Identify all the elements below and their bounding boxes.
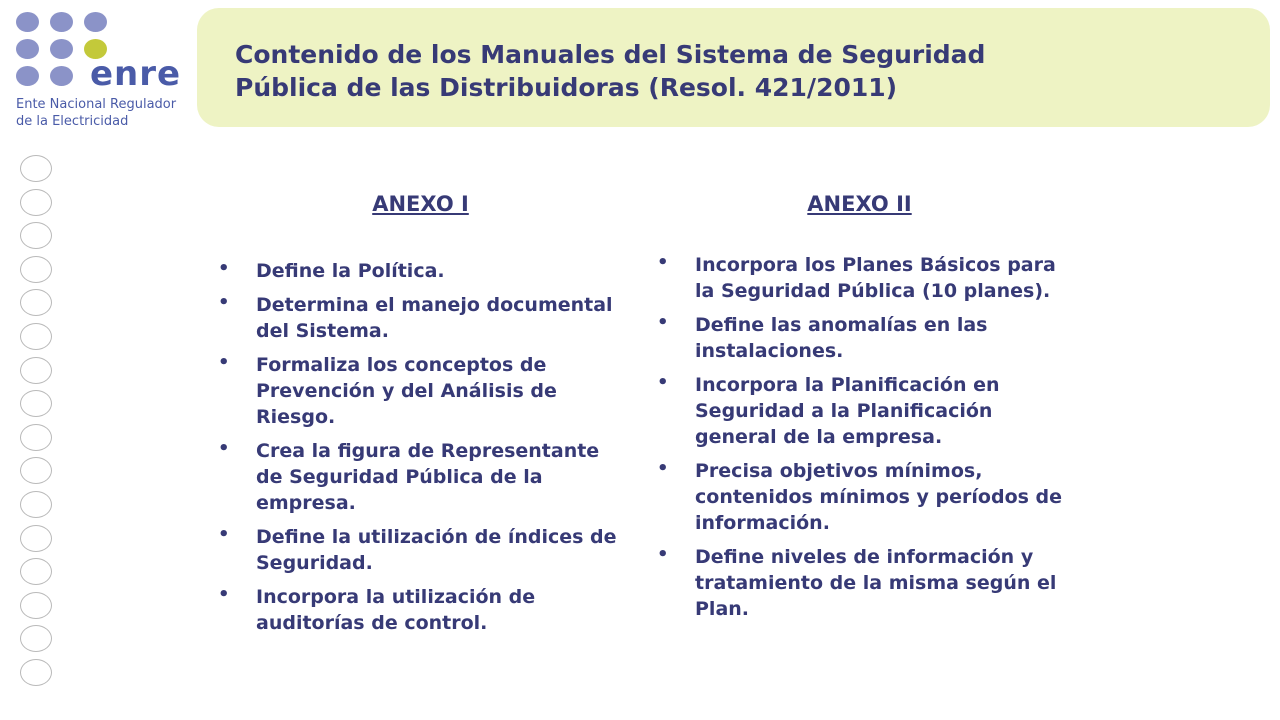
bullet-icon: •: [657, 544, 669, 565]
ring-icon: [20, 189, 52, 216]
list-item: [218, 258, 628, 284]
ring-icon: [20, 155, 52, 182]
list-item-text: Incorpora los Planes Básicos para la Seguridad Pública (10 planes).: [695, 254, 1056, 302]
ring-icon: [20, 625, 52, 652]
bullet-icon: •: [218, 352, 230, 373]
ring-icon: [20, 289, 52, 316]
bullet-icon: •: [218, 524, 230, 545]
bullet-icon: •: [657, 312, 669, 333]
logo-dot: [50, 39, 73, 59]
list-item-text: Define niveles de información y tratamiento de la misma según el Plan.: [695, 546, 1057, 620]
logo-dot: [16, 66, 39, 86]
logo-dot: [50, 66, 73, 86]
page-title: [235, 38, 1235, 104]
ring-icon: [20, 525, 52, 552]
logo-org-line: de la Electricidad: [16, 114, 129, 129]
bullet-icon: •: [657, 372, 669, 393]
list-item-text: Formaliza los conceptos de Prevención y del Análisis de Riesgo.: [256, 354, 557, 428]
ring-icon: [20, 424, 52, 451]
decorative-rings: [20, 155, 54, 695]
list-item: [218, 352, 628, 430]
list-item-text: Incorpora la Planificación en Seguridad a la Planificación general de la empresa.: [695, 374, 1000, 448]
ring-icon: [20, 659, 52, 686]
logo-dot: [84, 12, 107, 32]
list-item: [218, 524, 628, 576]
list-item: [657, 458, 1067, 536]
logo-dot: [16, 39, 39, 59]
list-item-text: Define la Política.: [256, 260, 445, 282]
enre-logo: [16, 10, 196, 135]
bullet-icon: •: [218, 584, 230, 605]
list-item: [218, 438, 628, 516]
list-item: [657, 544, 1067, 622]
bullet-icon: •: [218, 258, 230, 279]
list-item: [657, 372, 1067, 450]
logo-brand: enre: [90, 54, 182, 94]
ring-icon: [20, 592, 52, 619]
ring-icon: [20, 457, 52, 484]
annex-1-column: [218, 190, 628, 636]
list-item-text: Define la utilización de índices de Seguridad.: [256, 526, 617, 574]
annex-1-heading: ANEXO I: [372, 192, 469, 216]
list-item-text: Precisa objetivos mínimos, contenidos mínimos y períodos de información.: [695, 460, 1063, 534]
ring-icon: [20, 390, 52, 417]
bullet-icon: •: [657, 458, 669, 479]
list-item-text: Determina el manejo documental del Sistema.: [256, 294, 613, 342]
bullet-icon: •: [218, 292, 230, 313]
title-box: [197, 8, 1270, 127]
logo-org-line: Ente Nacional Regulador: [16, 97, 177, 112]
ring-icon: [20, 323, 52, 350]
ring-icon: [20, 357, 52, 384]
list-item-text: Define las anomalías en las instalaciones.: [695, 314, 988, 362]
title-line: Contenido de los Manuales del Sistema de Seguridad: [235, 40, 986, 69]
bullet-icon: •: [657, 252, 669, 273]
title-line: Pública de las Distribuidoras (Resol. 421/2011): [235, 73, 898, 102]
logo-dot: [50, 12, 73, 32]
annex-2-heading: ANEXO II: [807, 192, 912, 216]
bullet-icon: •: [218, 438, 230, 459]
ring-icon: [20, 256, 52, 283]
annex-2-column: [657, 190, 1067, 622]
list-item: [657, 252, 1067, 304]
ring-icon: [20, 491, 52, 518]
list-item: [218, 584, 628, 636]
ring-icon: [20, 558, 52, 585]
annex-2-list: [657, 252, 1067, 622]
list-item: [218, 292, 628, 344]
list-item: [657, 312, 1067, 364]
annex-1-list: [218, 258, 628, 636]
ring-icon: [20, 222, 52, 249]
logo-dot: [16, 12, 39, 32]
logo-org-name: [16, 96, 196, 130]
list-item-text: Incorpora la utilización de auditorías de control.: [256, 586, 536, 634]
list-item-text: Crea la figura de Representante de Seguridad Pública de la empresa.: [256, 440, 600, 514]
